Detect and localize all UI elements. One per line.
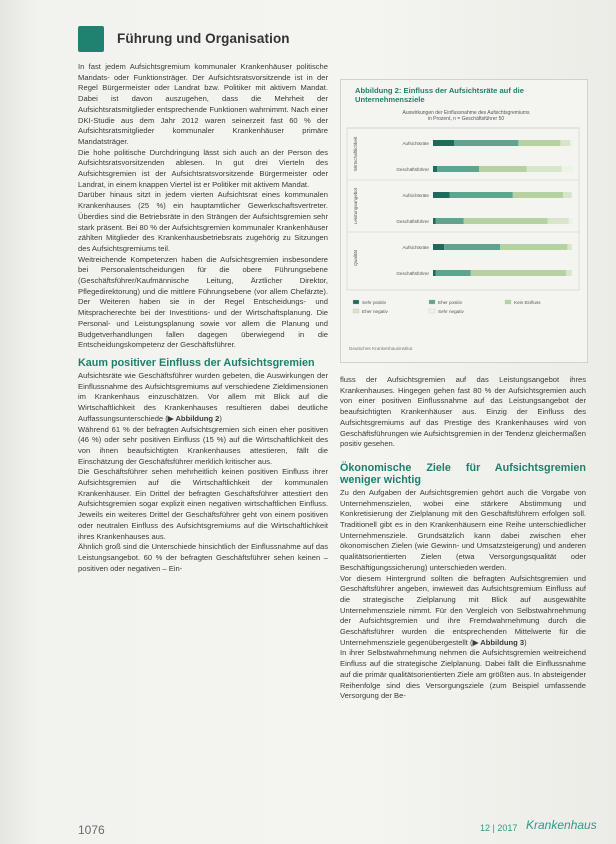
paragraph: Zu den Aufgaben der Aufsichtsgremien gehört auch die Vorgabe von Unternehmenszielen, wobei eine stärkere Abstimmung und Konkretisierung der Zielplanung mit den Geschäftsführern erfolgen soll. Traditionell gibt es in den Krankenhäusern eine Reihe unterschiedlicher Unternehmensziele. Grundsätzlich kann dabei zwischen eher ökonomischen Zielen (wie Gewinn- und Umsatzsteigerung) und anderen qualitätsorientierten Zielen (etwa Versorgungsqualität oder Beschäftigungssicherung) unterschieden werden. [340, 487, 586, 572]
figure-source: Deutsches Krankenhausinstitut [349, 346, 413, 351]
paragraph: Die Geschäftsführer sehen mehrheitlich keinen positiven Einfluss ihrer Aufsichtsgremien auf die Wirtschaftlichkeit der kommunalen Krankenhäuser. Ein Drittel der befragten Geschäftsführer attestiert den Aufsichtsgremien sogar explizit einen negativen wirtschaftlichen Einfluss. Jeweils ein weiteres Drittel der Geschäftsführer geht von einem positiven oder neutralen Einfluss des Aufsichtsgremiums auf die Wirtschaftlichkeit ihres Krankenhauses aus. [78, 467, 328, 541]
bar-segment [572, 270, 573, 276]
bar-segment [518, 140, 560, 146]
bar-segment [563, 192, 571, 198]
bar-segment [562, 166, 573, 172]
legend-swatch [429, 300, 435, 304]
paragraph: Vor diesem Hintergrund sollten die befragten Aufsichtsgremien und Geschäftsführer angeben, inwieweit das Aufsichtsgremium Einfluss auf die strategische Zielplanung mit Blick auf ausgewählte Unternehmensziele nimmt. Für den Vergleich von Selbstwahrnehmung der Aufsichtsgremien und ihre Fremdwahrnehmung durch die Geschäftsführer wurden die entsprechenden Mittelwerte für die Unternehmensziele gegenübergestellt (▶ Abbildung 3) [340, 573, 586, 647]
section-title: Führung und Organisation [117, 31, 290, 46]
legend-label: Sehr positiv [362, 300, 387, 305]
category-label: Geschäftsführer [396, 271, 429, 276]
legend-label: Eher negativ [362, 309, 388, 314]
issue-number: 12 | 2017 [480, 823, 518, 833]
group-label: Leistungsangebot [353, 187, 358, 225]
paragraph: In fast jedem Aufsichtsgremium kommunaler Krankenhäuser politische Mandats- oder Funktionsträger. Der Aufsichtsratsvorsitzende ist in der Regel Bürgermeister oder Landrat bzw. Politiker mit aktivem Mandat. Dabei ist davon auszugehen, dass die Mehrheit der Aufsichtsratsmitglieder entsprechende Funktionen wahrnimmt. Nach einer DKI-Studie aus dem Jahr 2012 waren seinerzeit fast 60 % der Aufsichtsratsmitglieder kommunaler Krankenhäuser primäre Mandatsträger. [78, 62, 328, 146]
bar-segment [464, 218, 548, 224]
bar-segment [566, 270, 572, 276]
magazine-logo: Krankenhaus [526, 818, 597, 832]
bar-segment [454, 140, 518, 146]
paragraph: fluss der Aufsichtsgremien auf das Leistungsangebot ihres Krankenhauses. Hingegen gehen fast 80 % der Aufsichtsgremien auch von einer positiven Einflussnahme auf das Leistungsangebot der beaufsichtigten Krankenhäuser aus. Einzig der Einfluss des Aufsichtsgremiums auf das Prestige des Krankenhauses wird von Geschäftsführungen wie Aufsichtsgremien in der Tendenz gleichermaßen positiv gesehen. [340, 375, 586, 449]
category-label: Aufsichtsräte [402, 141, 429, 146]
category-label: Geschäftsführer [396, 167, 429, 172]
bar-segment [500, 244, 567, 250]
bar-segment [567, 244, 571, 250]
paragraph: In ihrer Selbstwahrnehmung nehmen die Aufsichtsgremien weitreichend Einfluss auf die strategische Zielplanung. Dabei fällt die Einflussnahme auf die primär qualitätsorientierten Ziele am größten aus. In absteigender Reihenfolge sind dies Versorgungsziele (zum Beispiel umfassende Versorgung der Be- [340, 648, 586, 701]
bar-segment [572, 244, 573, 250]
bar-segment [548, 218, 569, 224]
paragraph: Ähnlich groß sind die Unterschiede hinsichtlich der Einflussnahme auf das Leistungsangebot. 60 % der befragten Geschäftsführer sehen keinen – positiven oder negativen – Ein- [78, 542, 328, 573]
legend-swatch [429, 309, 435, 313]
bar-segment [433, 218, 436, 224]
paragraph: Weitreichende Kompetenzen haben die Aufsichtsgremien insbesondere bei Personalentscheidungen für die obere Führungsebene (Geschäftsführer/Kaufmännische Leitung, Ärztlicher Direktor, Pflegedirektorung) und die mittlere Führungsebene (vor allem Chefärzte). Der Weiteren haben sie in der Regel Entscheidungs- und Mitspracherechte bei der Investitions- und der Wirtschaftsplanung. Die Personal- und Leistungsplanung sowie vor allem die Planung und Budgetverhandlungen fallen dagegen überwiegend in die Entscheidungskompetenz der Geschäftsführer. [78, 254, 328, 350]
group-label: Wirtschaftlichkeit [353, 136, 358, 172]
category-label: Aufsichtsräte [402, 193, 429, 198]
page-number: 1076 [78, 823, 105, 837]
bar-segment [437, 166, 479, 172]
bar-segment [444, 244, 500, 250]
figure-ref-link[interactable]: ▶ Abbildung 2 [167, 413, 220, 423]
bar-segment [569, 218, 573, 224]
bar-segment [433, 192, 450, 198]
group-label: Qualität [353, 250, 358, 266]
stacked-bar-chart [341, 80, 587, 350]
paragraph: Die hohe politische Durchdringung lässt sich auch an der Person des Aufsichtsratsvorsitzenden ablesen. In gut drei Vierteln des Aufsichtsgremien ist der Aufsichtsratsvorsitzende Bürgermeister oder Landrat, in einem knappen Viertel ist er Politiker mit aktivem Mandat. [78, 147, 328, 189]
category-label: Aufsichtsräte [402, 245, 429, 250]
legend-swatch [353, 309, 359, 313]
bar-segment [436, 218, 464, 224]
bar-segment [527, 166, 562, 172]
paragraph-text: Aufsichtsräte wie Geschäftsführer wurden gebeten, die Auswirkungen der Einflussnahme des Aufsichtsgremiums auf verschiedene Zieldimensionen im Krankenhaus einzuschätzen. Vor allem mit Blick auf die Wirtschaftlichkeit des Krankenhauses resultieren dabei deutliche Auffassungsunterschiede [78, 370, 328, 423]
bar-segment [560, 140, 570, 146]
legend-swatch [353, 300, 359, 304]
chart-title: Auswirkungen der Einflussnahme des Aufsichtsgremiums [402, 110, 530, 116]
legend-swatch [505, 300, 511, 304]
paragraph: Darüber hinaus sitzt in jedem vierten Aufsichtsrat eines kommunalen Krankenhauses (25 %) ein hauptamtlicher Gewerkschaftsvertreter. Überdies sind die Betriebsräte in den Strängen der Aufsichtsgremien sehr stark präsent. Bei 80 % der Aufsichtsgremien kommunaler Krankenhäuser zählten Mitglieder des Krankenhausbetriebsrats zugehörig zu Sitzungen des Aufsichtsgremiums teil. [78, 190, 328, 253]
legend-label: Sehr negativ [438, 309, 464, 314]
paragraph-text: Vor diesem Hintergrund sollten die befragten Aufsichtsgremien und Geschäftsführer angeben, inwieweit das Aufsichtsgremium Einfluss auf die strategische Zielplanung mit Blick auf ausgewählte Unternehmensziele nimmt. Für den Vergleich von Selbstwahrnehmung der Aufsichtsgremien und ihre Fremdwahrnehmung durch die Geschäftsführer wurden die entsprechenden Mittelwerte für die Unternehmensziele gegenübergestellt [340, 573, 586, 647]
bar-segment [450, 192, 513, 198]
bar-segment [471, 270, 566, 276]
bar-segment [433, 244, 444, 250]
figure-label: Abbildung 2: [355, 86, 402, 95]
section-marker-square [78, 26, 104, 52]
chart-subtitle-text: in Prozent, n = Geschäftsführer 50 [427, 116, 505, 122]
bar-segment [570, 140, 573, 146]
figure-ref-link[interactable]: ▶ Abbildung 3 [472, 637, 525, 647]
paragraph: Während 61 % der befragten Aufsichtsgremien sich einen eher positiven (46 %) oder sehr positiven Einfluss (15 %) auf die Wirtschaftlichkeit des von ihnen beaufsichtigten Krankenhauses attestieren, fällt die Einschätzung der Geschäftsführer merklich kritischer aus. [78, 424, 328, 466]
paragraph: Aufsichtsräte wie Geschäftsführer wurden gebeten, die Auswirkungen der Einflussnahme des Aufsichtsgremiums auf verschiedene Zieldimensionen im Krankenhaus einzuschätzen. Vor allem mit Blick auf die Wirtschaftlichkeit des Krankenhauses resultieren dabei deutliche Auffassungsunterschiede (▶ Abbildung 2) [78, 370, 328, 423]
bar-segment [513, 192, 563, 198]
chart-frame [347, 128, 579, 290]
bar-segment [572, 192, 573, 198]
legend-label: Kein Einfluss [514, 300, 541, 305]
bar-segment [436, 270, 471, 276]
bar-segment [433, 140, 454, 146]
right-column [340, 375, 586, 702]
legend-label: Eher positiv [438, 300, 463, 305]
left-column [78, 62, 328, 574]
bar-segment [479, 166, 527, 172]
category-label: Geschäftsführer [396, 219, 429, 224]
section-heading: Kaum positiver Einfluss der Aufsichtsgremien [78, 356, 315, 369]
figure-title-text: Einfluss der Aufsichtsräte auf die Unternehmensziele [355, 86, 524, 104]
bar-segment [433, 166, 437, 172]
figure-box [340, 79, 588, 363]
section-heading: Ökonomische Ziele für Aufsichtsgremien weniger wichtig [340, 461, 586, 486]
bar-segment [433, 270, 436, 276]
